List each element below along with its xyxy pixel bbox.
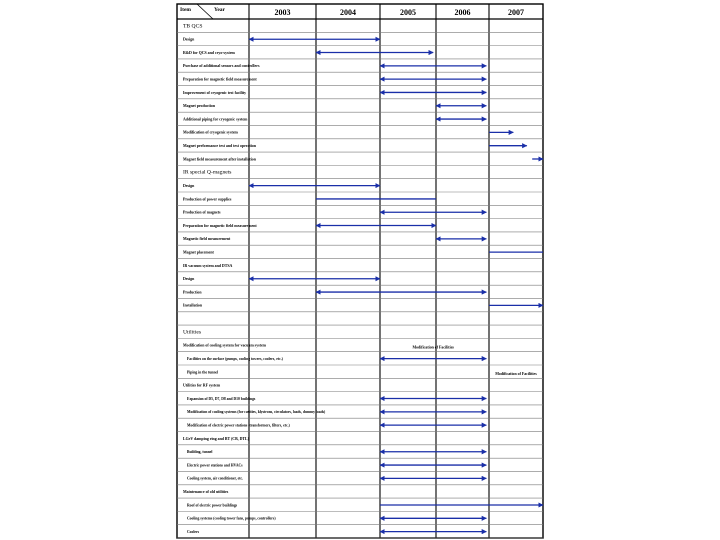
task-label: Modification of cooling system for vacuum system	[183, 343, 266, 348]
schedule-note: Modification of Facilities	[495, 371, 537, 376]
task-label: Coolers	[187, 529, 200, 534]
task-label: Modification of electric power stations (transformers, filters, etc.)	[187, 423, 290, 428]
year-header: 2006	[454, 8, 471, 17]
task-label: Magnet placement	[183, 250, 214, 255]
task-label: Design	[183, 183, 195, 188]
corner-item-label: Item	[180, 7, 191, 13]
task-label: R&D for QCS and cryo-system	[183, 50, 235, 55]
task-label: Magnet performance test and test operation	[183, 144, 256, 149]
task-label: Modification of cooling systems (for cavities, klystrons, circulators, loads, dummy loads)	[187, 410, 326, 415]
year-header: 2004	[340, 8, 356, 17]
task-label: Improvement of cryogenic test facility	[183, 90, 247, 95]
schedule-note: Modification of Facilities	[412, 345, 454, 350]
corner-year-label: Year	[214, 7, 225, 13]
task-label: Preparation for magnetic field measurement	[183, 223, 257, 228]
task-label: Piping in the tunnel	[187, 370, 219, 375]
year-header: 2005	[400, 8, 416, 17]
corner-diagonal	[197, 4, 213, 19]
task-label: Roof of electric power buildings	[187, 503, 238, 508]
section-heading: IR special Q-magnets	[183, 169, 232, 176]
task-label: Modification of cryogenic system	[183, 130, 238, 135]
year-header: 2003	[274, 8, 291, 17]
schedule-labels	[180, 7, 537, 534]
task-label: Electric power stations and HVACs	[187, 463, 243, 468]
task-label: Maintenance of old utilities	[183, 490, 229, 495]
section-heading: TB QCS	[183, 23, 203, 30]
task-label: Magnet field measurement after installation	[183, 157, 256, 162]
task-label: Installation	[183, 303, 203, 308]
task-label: Magnet production	[183, 104, 216, 109]
task-label: Expansion of D5, D7, D8 and D10 buildings	[187, 396, 256, 401]
task-label: Production	[183, 290, 202, 295]
task-label: Cooling system, air conditioner, etc.	[187, 476, 244, 481]
task-label: LGeV damping ring and BT (CB, DTL)	[183, 436, 249, 441]
task-label: Production of magnets	[183, 210, 221, 215]
task-label: Production of power supplies	[183, 197, 232, 202]
task-label: Design	[183, 277, 195, 282]
section-heading: Utilities	[183, 329, 202, 336]
task-label: Design	[183, 37, 195, 42]
year-header: 2007	[508, 8, 524, 17]
task-label: Facilities on the surface (pumps, cooling towers, coolers, etc.)	[187, 356, 283, 361]
schedule-grid	[177, 4, 543, 538]
task-label: Cooling systems (cooling tower fans, pumps, controllers)	[187, 516, 276, 521]
task-label: Utilities for RF system	[183, 383, 221, 388]
task-label: Preparation for magnetic field measurement	[183, 77, 257, 82]
task-label: Additional piping for cryogenic system	[183, 117, 248, 122]
task-label: Purchase of additional sensors and controllers	[183, 64, 260, 69]
task-label: Building, tunnel	[187, 450, 213, 455]
task-label: Magnetic field measurement	[183, 237, 231, 242]
task-label: IR vacuum system and DTSA	[183, 263, 233, 268]
